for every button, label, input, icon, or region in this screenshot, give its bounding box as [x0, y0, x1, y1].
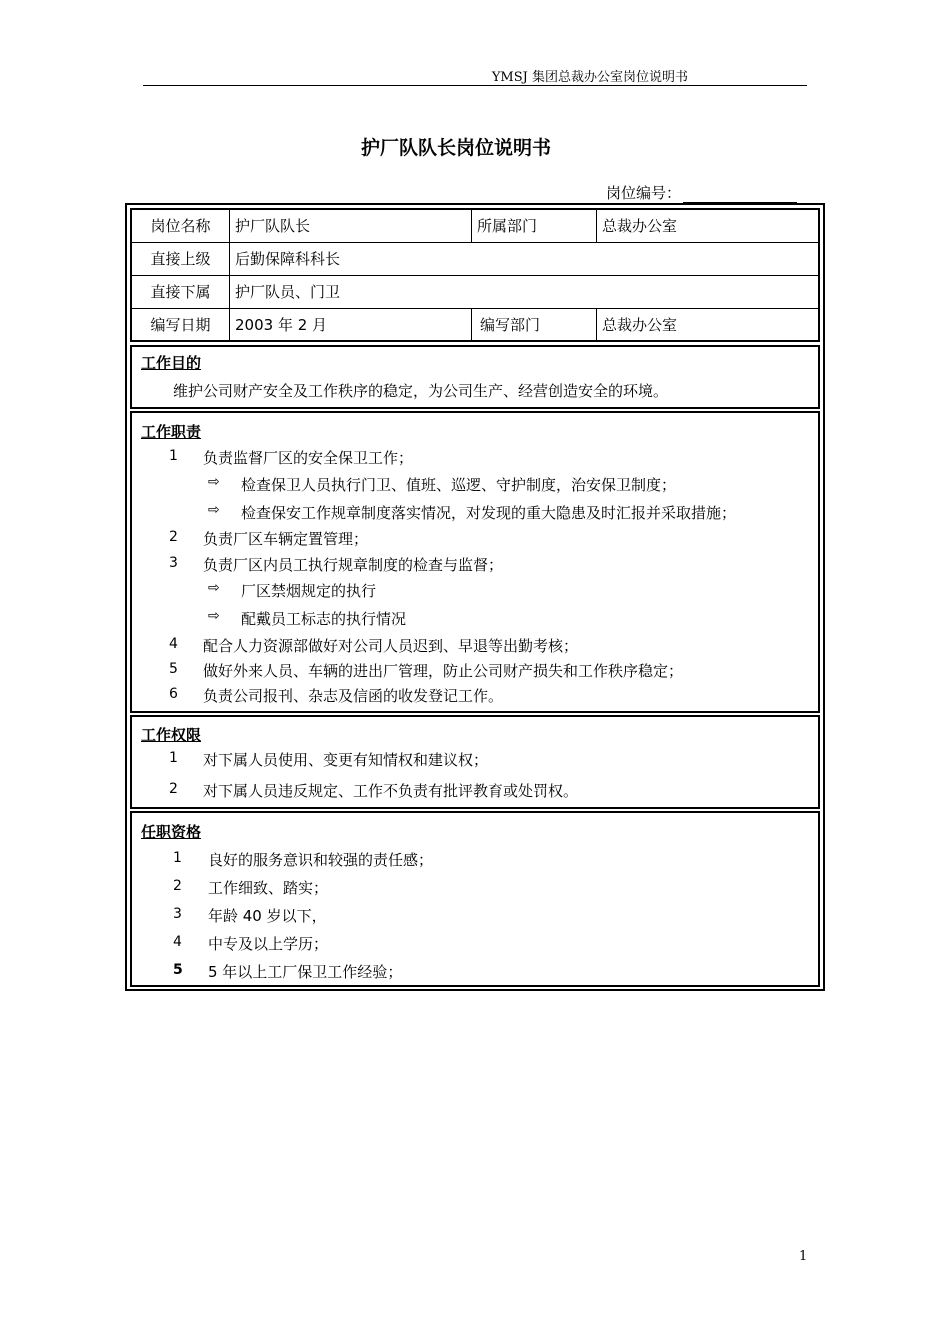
post-number-blank — [683, 188, 797, 203]
duty-subitem: 厂区禁烟规定的执行 — [241, 582, 377, 600]
header-rule — [143, 85, 807, 86]
write-department-label: 编写部门 — [472, 309, 597, 342]
arrow-right-icon: ⇨ — [208, 502, 220, 518]
direct-superior-value: 后勤保障科科长 — [235, 250, 341, 268]
table-row — [132, 309, 818, 342]
direct-subordinate-value: 护厂队员、门卫 — [235, 283, 341, 301]
authority-item: 对下属人员使用、变更有知情权和建议权； — [203, 751, 489, 769]
qualification-item: 中专及以上学历； — [208, 935, 329, 953]
duty-subitem: 检查保卫人员执行门卫、值班、巡逻、守护制度，治安保卫制度； — [241, 476, 677, 494]
purpose-text: 维护公司财产安全及工作秩序的稳定，为公司生产、经营创造安全的环境。 — [173, 382, 669, 400]
duty-number: 1 — [169, 448, 178, 464]
authority-title: 工作权限 — [141, 726, 202, 744]
duty-item: 负责监督厂区的安全保卫工作； — [203, 449, 414, 467]
arrow-right-icon: ⇨ — [208, 474, 220, 490]
qualifications-section — [130, 811, 820, 987]
duty-number: 6 — [169, 686, 178, 702]
qualification-number: 3 — [173, 906, 182, 922]
qualification-number: 5 — [173, 962, 183, 978]
job-title-value: 护厂队队长 — [230, 210, 472, 242]
duty-item: 负责厂区车辆定置管理； — [203, 530, 369, 548]
basic-info-table — [130, 208, 820, 342]
table-row — [132, 210, 818, 243]
qualifications-title: 任职资格 — [141, 823, 202, 841]
authority-item: 对下属人员违反规定、工作不负责有批评教育或处罚权。 — [203, 782, 579, 800]
duty-item: 负责厂区内员工执行规章制度的检查与监督； — [203, 556, 504, 574]
purpose-title: 工作目的 — [141, 354, 202, 372]
page-header-text: YMSJ 集团总裁办公室岗位说明书 — [491, 70, 688, 85]
document-title: 护厂队队长岗位说明书 — [360, 137, 551, 159]
authority-section — [130, 715, 820, 809]
duty-number: 4 — [169, 636, 178, 652]
authority-number: 2 — [169, 781, 178, 797]
duty-item: 配合人力资源部做好对公司人员迟到、早退等出勤考核； — [203, 637, 579, 655]
department-value: 总裁办公室 — [602, 217, 678, 235]
duty-number: 3 — [169, 555, 178, 571]
write-date-value: 2003 年 2 月 — [230, 309, 472, 342]
post-number-field — [606, 182, 797, 203]
table-row — [132, 243, 818, 276]
post-number-label: 岗位编号： — [606, 184, 682, 202]
qualification-number: 4 — [173, 934, 182, 950]
table-row — [132, 276, 818, 309]
qualification-number: 2 — [173, 878, 182, 894]
purpose-section — [130, 345, 820, 409]
write-department-value: 总裁办公室 — [602, 316, 678, 334]
page-number: 1 — [799, 1249, 808, 1264]
duties-section — [130, 411, 820, 713]
qualification-item: 良好的服务意识和较强的责任感； — [208, 851, 434, 869]
authority-number: 1 — [169, 750, 178, 766]
arrow-right-icon: ⇨ — [208, 580, 220, 596]
job-title-label: 岗位名称 — [132, 210, 230, 242]
write-date-label: 编写日期 — [132, 309, 230, 342]
job-description-form — [125, 203, 825, 991]
duty-subitem: 检查保安工作规章制度落实情况，对发现的重大隐患及时汇报并采取措施； — [241, 504, 737, 522]
duty-item: 做好外来人员、车辆的进出厂管理，防止公司财产损失和工作秩序稳定； — [203, 662, 684, 680]
duty-item: 负责公司报刊、杂志及信函的收发登记工作。 — [203, 687, 504, 705]
qualification-number: 1 — [173, 850, 182, 866]
direct-superior-label: 直接上级 — [132, 243, 230, 275]
duty-number: 2 — [169, 529, 178, 545]
duty-number: 5 — [169, 661, 178, 677]
direct-subordinate-label: 直接下属 — [132, 276, 230, 308]
qualification-item: 年龄 40 岁以下， — [208, 907, 327, 925]
duty-subitem: 配戴员工标志的执行情况 — [241, 610, 407, 628]
arrow-right-icon: ⇨ — [208, 608, 220, 624]
qualification-item: 工作细致、踏实； — [208, 879, 329, 897]
duties-title: 工作职责 — [141, 423, 202, 441]
qualification-item: 5 年以上工厂保卫工作经验； — [208, 963, 403, 981]
department-label: 所属部门 — [472, 210, 597, 242]
